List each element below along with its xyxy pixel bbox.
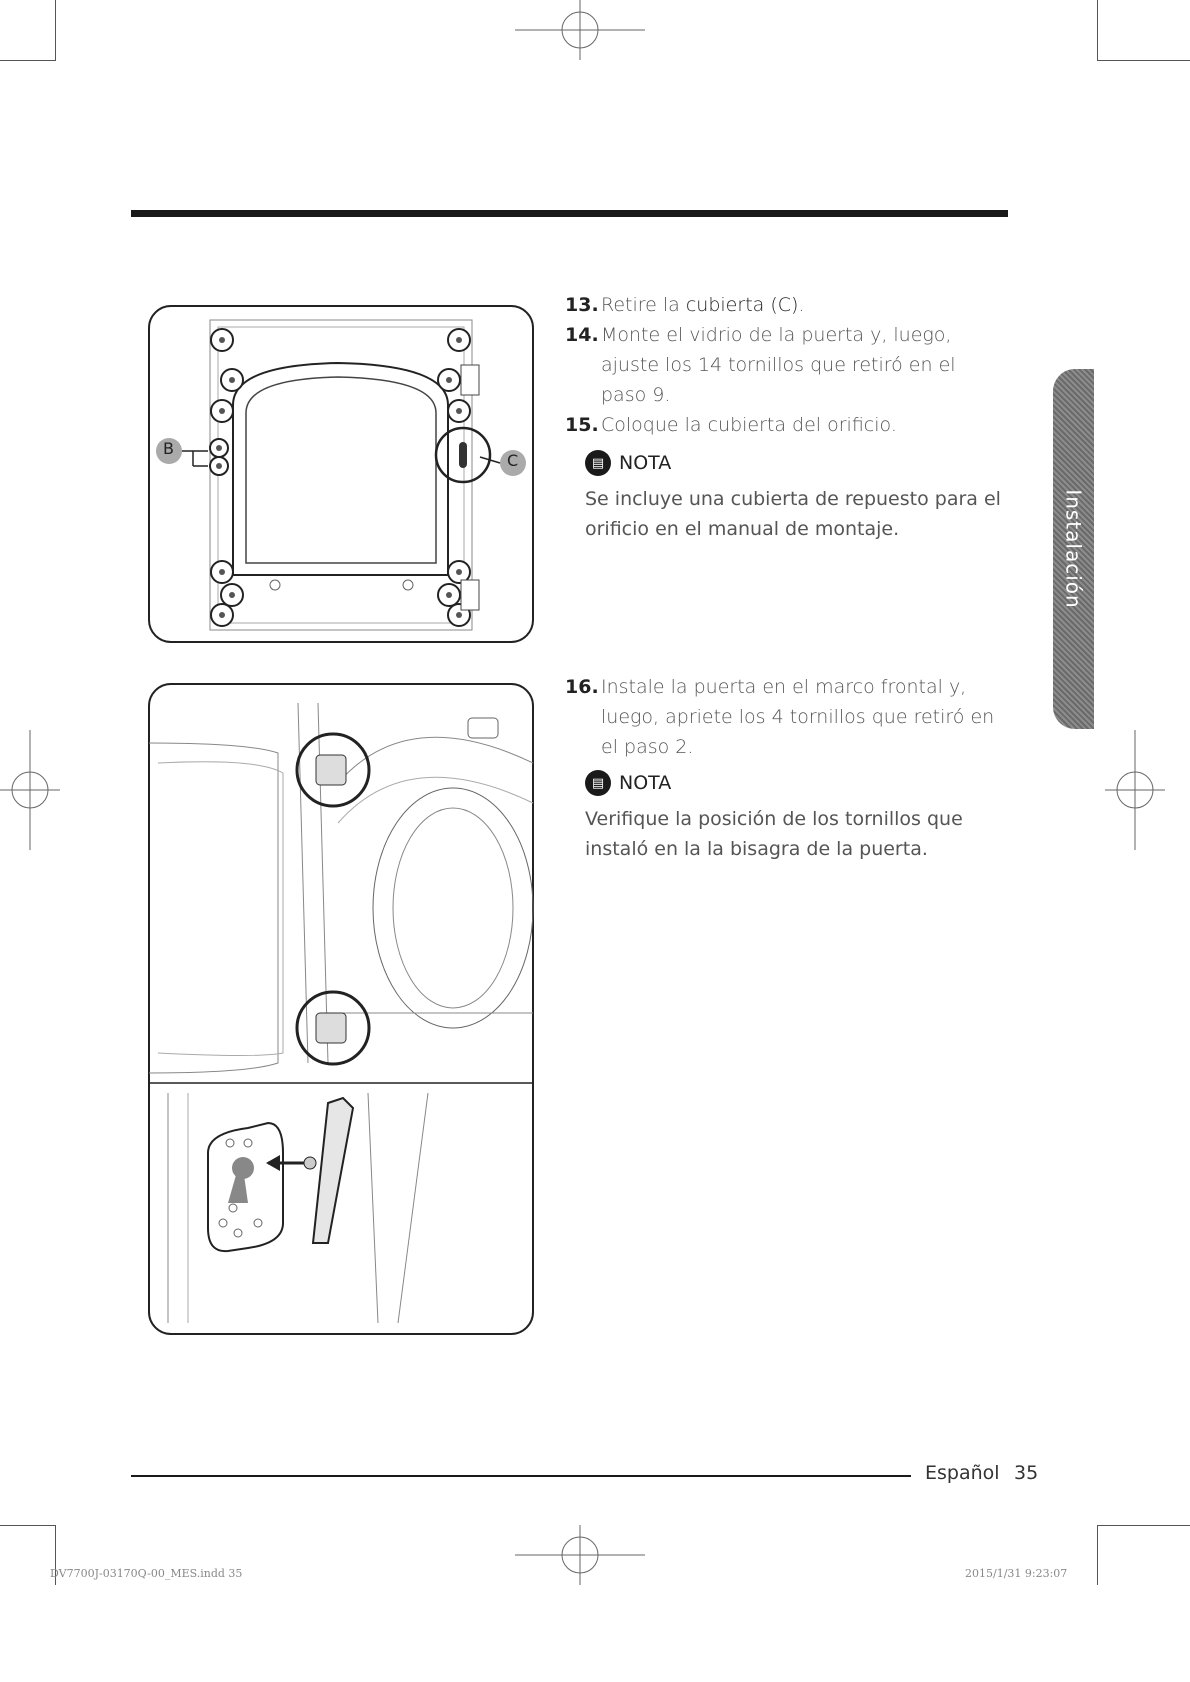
step-text: Coloque la cubierta del orificio.: [601, 414, 897, 436]
door-install-illustration: [148, 683, 534, 1335]
note-icon: ▤: [585, 450, 611, 476]
step-14: [565, 320, 1001, 410]
footer-language: Español: [925, 1462, 1000, 1484]
step-number: 15.: [565, 414, 599, 436]
note-text: Verifique la posición de los tornillos que instaló en la la bisagra de la puerta.: [585, 808, 963, 860]
step-number: 16.: [565, 676, 599, 698]
step-text: Retire la: [601, 294, 686, 316]
registration-target-icon: [0, 730, 60, 850]
footer-rule: [131, 1475, 911, 1477]
step-13: [565, 290, 1001, 320]
step-number: 14.: [565, 324, 599, 346]
slug-timestamp: 2015/1/31 9:23:07: [965, 1567, 1068, 1580]
note-heading: [585, 450, 671, 476]
crop-mark: [1097, 1525, 1098, 1585]
registration-target-icon: [1105, 730, 1165, 850]
step-15: [565, 410, 1001, 440]
callout-label-b: B: [163, 439, 174, 458]
crop-mark: [0, 1525, 56, 1526]
note-label: NOTA: [619, 452, 672, 474]
note-icon: ▤: [585, 770, 611, 796]
note-heading: [585, 770, 671, 796]
step-emphasis: cubierta (C): [685, 294, 799, 316]
crop-mark: [55, 0, 56, 60]
slug-file: DV7700J-03170Q-00_MES.indd 35: [50, 1567, 243, 1580]
callout-label-c: C: [507, 451, 519, 470]
page-number: 35: [1014, 1462, 1039, 1484]
registration-target-icon: [515, 1525, 645, 1585]
crop-mark: [0, 60, 56, 61]
note-label: NOTA: [619, 772, 672, 794]
crop-mark: [1097, 1525, 1190, 1526]
step-number: 13.: [565, 294, 599, 316]
step-text: Monte el vidrio de la puerta y, luego, ajuste los 14 tornillos que retiró en el paso 9.: [601, 324, 956, 406]
door-glass-screws-illustration: [148, 305, 534, 643]
header-rule: [131, 210, 1008, 217]
section-tab-label: Instalación: [1061, 489, 1086, 609]
crop-mark: [1097, 0, 1098, 60]
step-tail: .: [798, 294, 805, 316]
registration-target-icon: [515, 0, 645, 60]
step-16: [565, 672, 1001, 762]
crop-mark: [1097, 60, 1190, 61]
note-text: Se incluye una cubierta de repuesto para el orificio en el manual de montaje.: [585, 488, 1001, 540]
step-text: Instale la puerta en el marco frontal y, luego, apriete los 4 tornillos que retiró en el paso 2.: [601, 676, 995, 758]
